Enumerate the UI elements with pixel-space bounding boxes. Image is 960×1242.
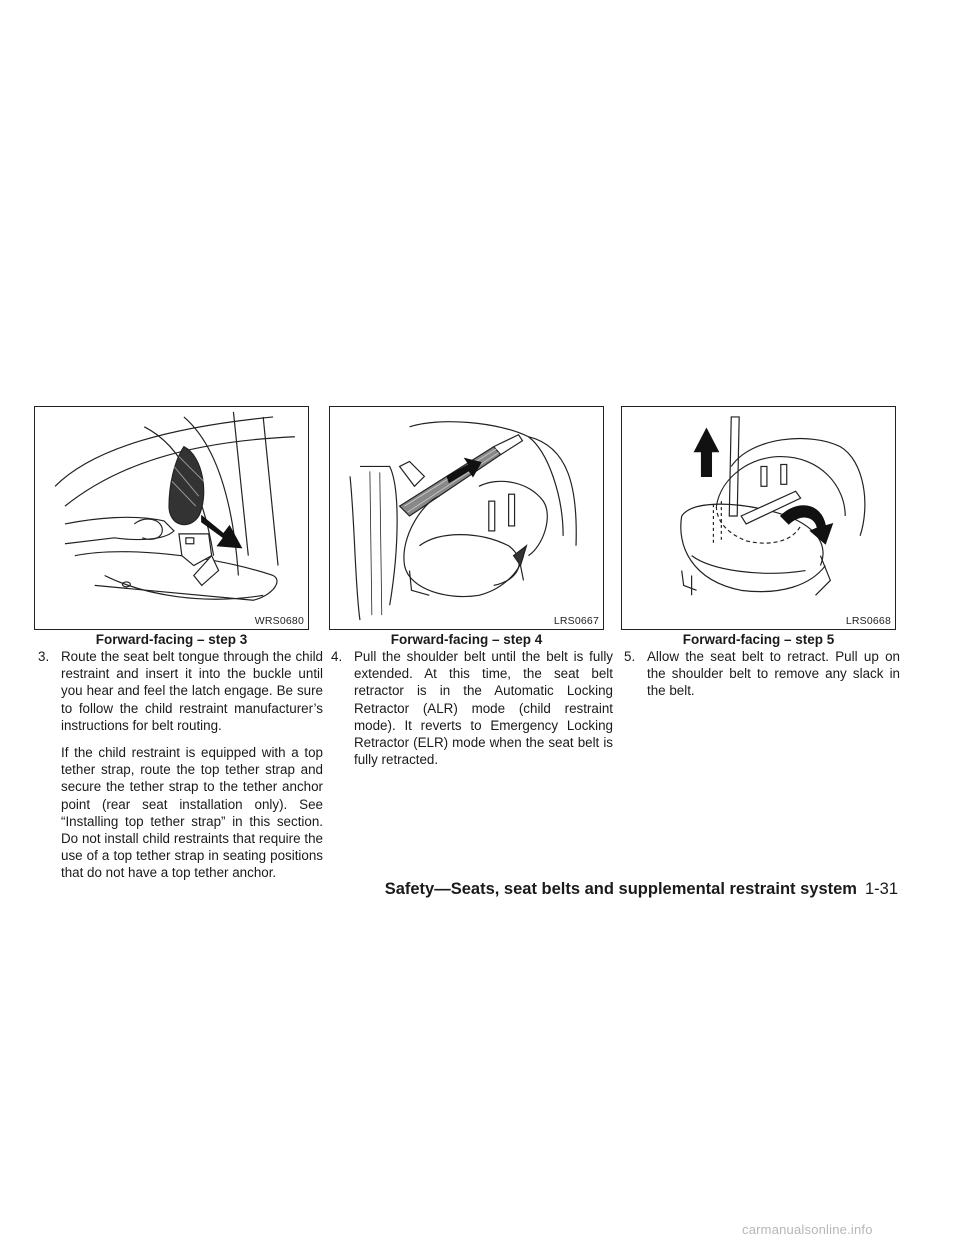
figure-step-3 [34,406,309,630]
page-number: 1-31 [864,880,898,898]
shoulder-belt-illustration [330,407,603,629]
watermark: carmanualsonline.info [742,1222,873,1237]
column-step-4 [331,648,613,768]
section-title: Safety—Seats, seat belts and supplemental restraint system [384,880,857,898]
step-item [624,648,900,700]
figure-code: WRS0680 [254,615,304,627]
step-note: If the child restraint is equipped with a top tether strap, route the top tether strap and secure the tether strap to the tether anchor point (rear seat installation only). See “Installing top tether strap” in this section. Do not install child restraints that require the use of a top tether strap in seating positions that do not have a top tether anchor. [61,745,323,881]
figure-step-4 [329,406,604,630]
step-text: Allow the seat belt to retract. Pull up on the shoulder belt to remove any slack in the belt. [647,649,900,699]
figure-caption: Forward-facing – step 5 [682,632,835,647]
belt-retract-illustration [622,407,895,629]
figure-step-5 [621,406,896,630]
figure-caption: Forward-facing – step 4 [390,632,543,647]
step-number: 5. [624,649,636,664]
column-step-5 [624,648,900,700]
figure-code: LRS0668 [845,615,891,627]
column-step-3 [38,648,323,882]
seat-belt-buckle-illustration [35,407,308,629]
figure-caption: Forward-facing – step 3 [95,632,248,647]
step-item [331,648,613,768]
step-text: Route the seat belt tongue through the child restraint and insert it into the buckle until you hear and feel the latch engage. Be sure to follow the child restraint manufacturer’s instructions for belt routing. [61,649,323,733]
step-item [38,648,323,734]
page-footer [385,880,898,899]
step-number: 3. [38,649,50,664]
figure-code: LRS0667 [553,615,599,627]
step-number: 4. [331,649,343,664]
step-text: Pull the shoulder belt until the belt is fully extended. At this time, the seat belt retractor is in the Automatic Locking Retractor (ALR) mode (child restraint mode). It reverts to Emergency Locking Retractor (ELR) mode when the seat belt is fully retracted. [354,649,613,768]
